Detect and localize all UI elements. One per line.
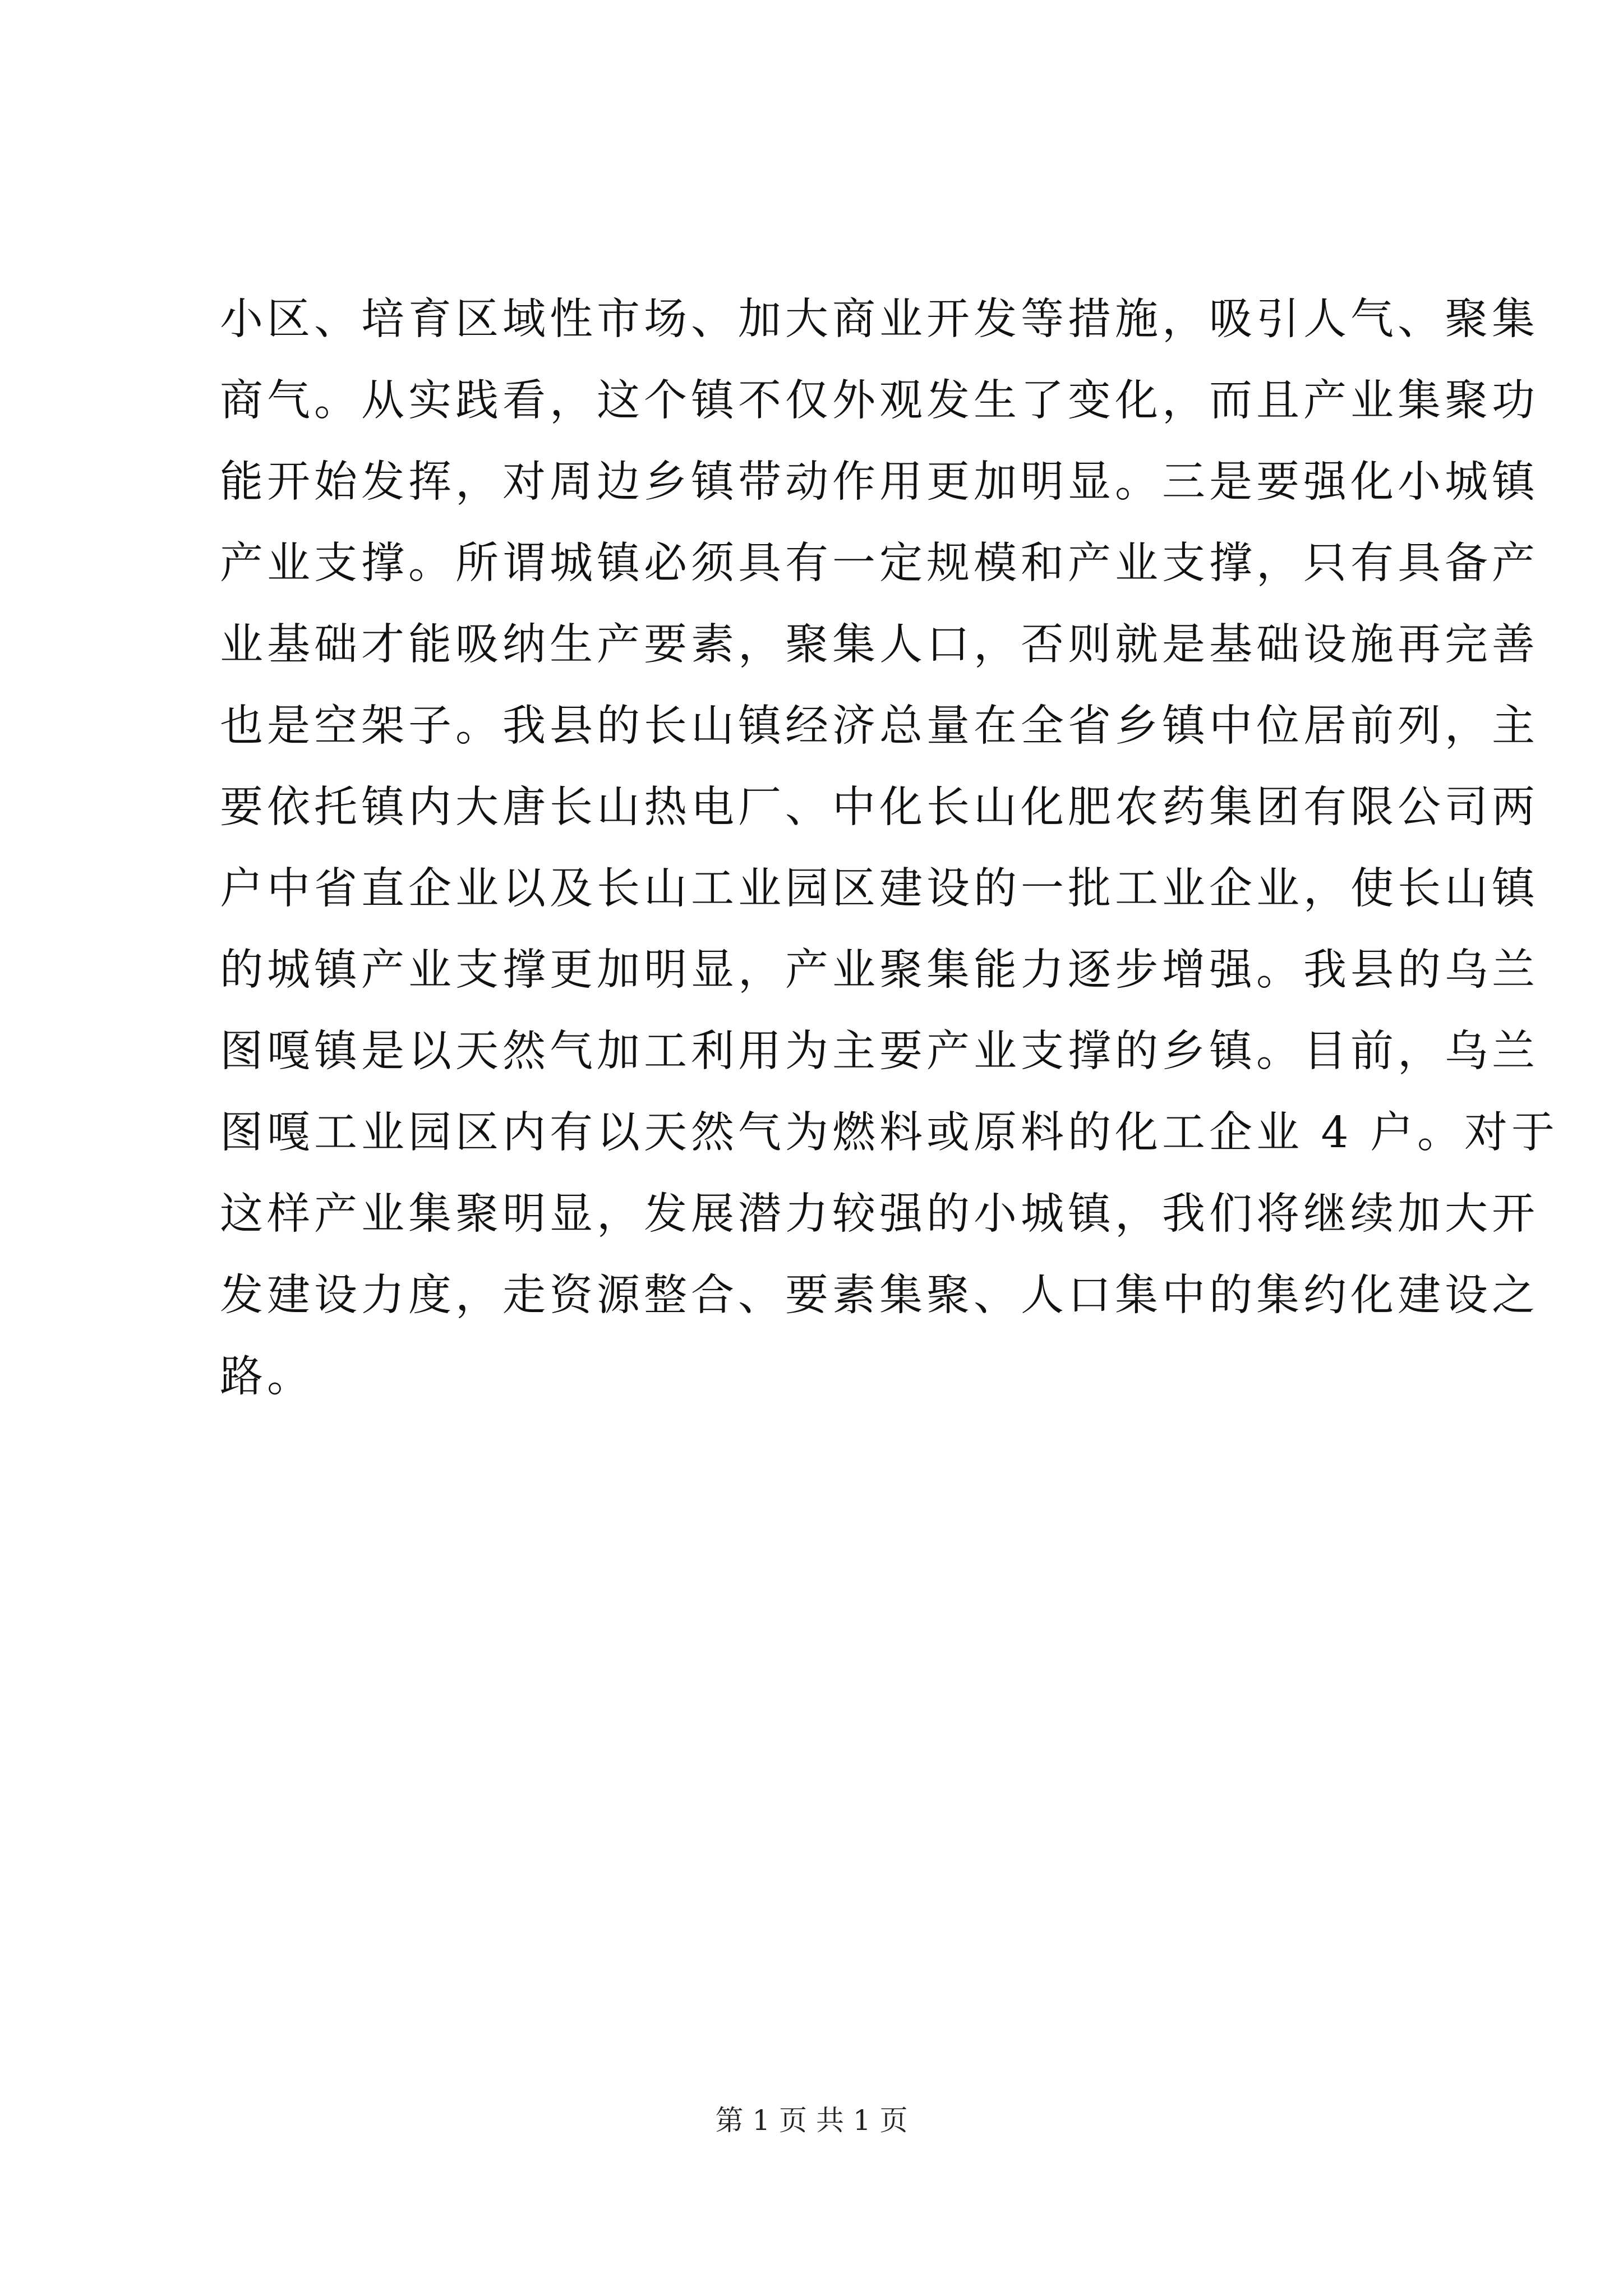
paragraph-line: 路。 — [220, 1352, 314, 1402]
paragraph-line: 产业支撑。所谓城镇必须具有一定规模和产业支撑，只有具备产 — [220, 539, 1539, 588]
page-number-footer: 第 1 页 共 1 页 — [715, 2104, 908, 2137]
paragraph-line: 业基础才能吸纳生产要素，聚集人口，否则就是基础设施再完善 — [220, 620, 1539, 670]
paragraph-line: 户中省直企业以及长山工业园区建设的一批工业企业，使长山镇 — [220, 864, 1539, 914]
paragraph-line: 也是空架子。我县的长山镇经济总量在全省乡镇中位居前列，主 — [220, 701, 1539, 751]
body-paragraph — [220, 289, 1559, 1428]
paragraph-line: 要依托镇内大唐长山热电厂、中化长山化肥农药集团有限公司两 — [220, 783, 1539, 832]
paragraph-line: 能开始发挥，对周边乡镇带动作用更加明显。三是要强化小城镇 — [220, 457, 1539, 507]
paragraph-line: 的城镇产业支撑更加明显，产业聚集能力逐步增强。我县的乌兰 — [220, 945, 1539, 995]
paragraph-line: 商气。从实践看，这个镇不仅外观发生了变化，而且产业集聚功 — [220, 376, 1539, 426]
paragraph-line: 这样产业集聚明显，发展潜力较强的小城镇，我们将继续加大开 — [220, 1189, 1539, 1239]
paragraph-line: 图嘎工业园区内有以天然气为燃料或原料的化工企业 4 户。对于 — [220, 1108, 1559, 1158]
paragraph-line: 发建设力度，走资源整合、要素集聚、人口集中的集约化建设之 — [220, 1271, 1539, 1320]
paragraph-line: 图嘎镇是以天然气加工利用为主要产业支撑的乡镇。目前，乌兰 — [220, 1027, 1539, 1076]
paragraph-line: 小区、培育区域性市场、加大商业开发等措施，吸引人气、聚集 — [220, 295, 1539, 344]
